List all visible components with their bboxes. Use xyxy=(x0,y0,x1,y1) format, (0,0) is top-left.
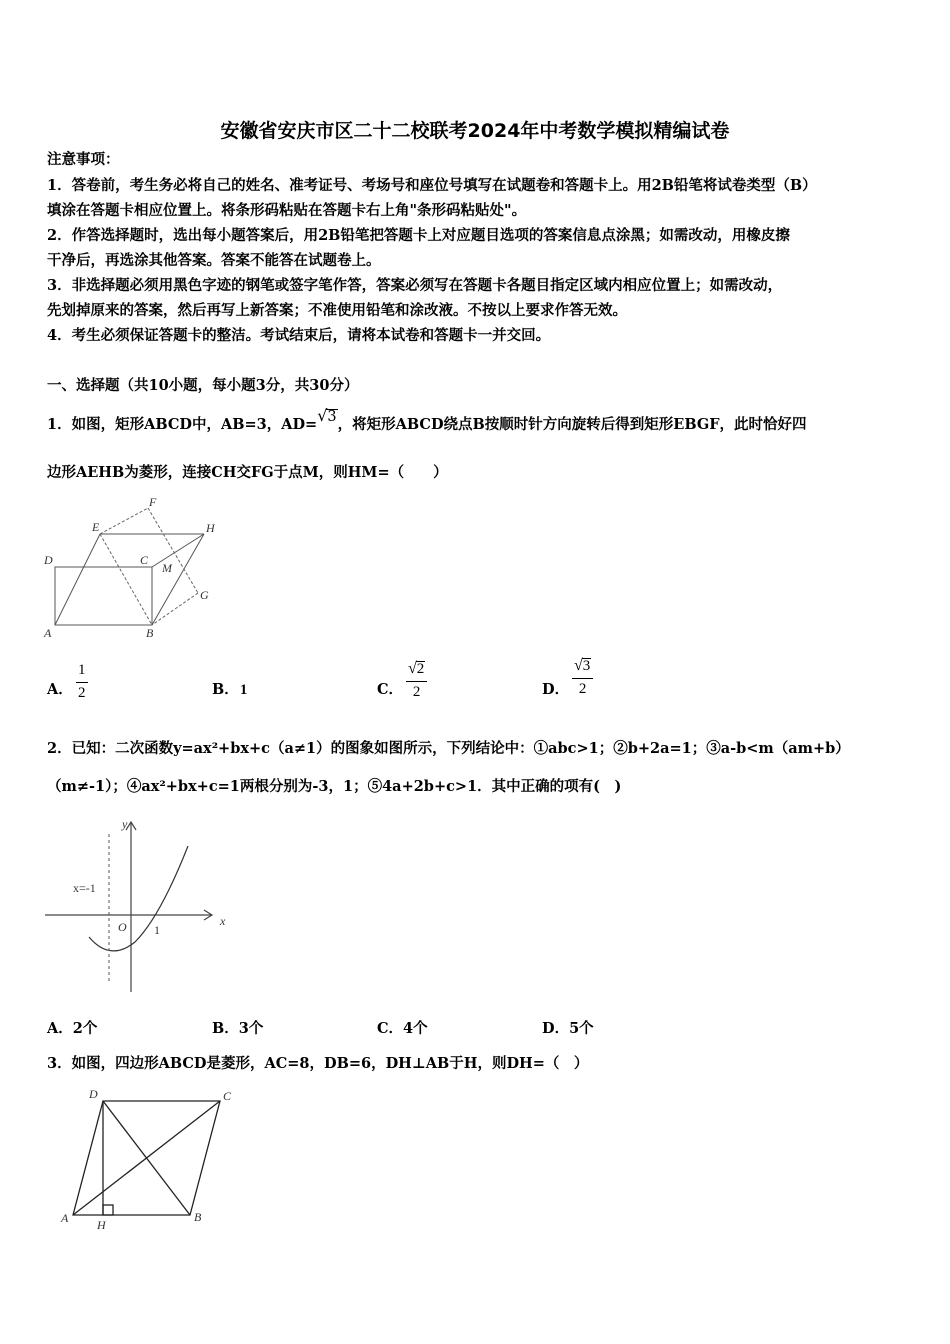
q1-label-f: F xyxy=(149,495,157,509)
q2-figure xyxy=(40,812,240,998)
q2-option-c: C．4个 xyxy=(377,1020,428,1037)
notice-line-4: 干净后，再选涂其他答案。答案不能答在试题卷上。 xyxy=(47,252,381,269)
q2-label-origin: O xyxy=(118,920,127,934)
q1-option-d-fraction xyxy=(572,658,593,697)
q1-option-d-label: D． xyxy=(542,681,570,698)
q2-option-b: B．3个 xyxy=(212,1020,264,1037)
q2-option-d: D．5个 xyxy=(542,1020,594,1037)
q1-label-h: H xyxy=(206,521,215,535)
q1-line-2: 边形AEHB为菱形，连接CH交FG于点M，则HM=（ ） xyxy=(47,464,448,481)
q1-figure xyxy=(40,492,230,642)
notice-line-6: 先划掉原来的答案，然后再写上新答案；不准使用铅笔和涂改液。不按以上要求作答无效。 xyxy=(47,302,627,319)
notice-heading: 注意事项： xyxy=(47,151,120,168)
q1-option-c-radicand: 2 xyxy=(416,661,425,677)
q1-option-a-den: 2 xyxy=(78,685,86,701)
q1-option-b-value: 1 xyxy=(240,682,248,698)
q2-label-axis: x=-1 xyxy=(73,881,96,895)
q2-option-a: A．2个 xyxy=(47,1020,98,1037)
q1-label-b: B xyxy=(146,626,154,640)
q2-label-one: 1 xyxy=(154,923,160,937)
q3-line-1: 3．如图，四边形ABCD是菱形，AC=8，DB=6，DH⊥AB于H，则DH=（ ） xyxy=(47,1055,589,1072)
fraction-bar xyxy=(76,682,88,683)
q1-option-a-fraction xyxy=(76,663,88,701)
section-heading: 一、选择题（共10小题，每小题3分，共30分） xyxy=(47,377,359,394)
q1-label-a: A xyxy=(44,626,52,640)
notice-line-1: 1．答卷前，考生务必将自己的姓名、准考证号、考场号和座位号填写在试题卷和答题卡上。用2B铅笔将试卷类型（B） xyxy=(47,177,817,194)
q1-line-1-start: 1．如图，矩形ABCD中，AB=3，AD= xyxy=(47,416,318,433)
q3-figure xyxy=(55,1083,255,1233)
q3-label-h: H xyxy=(97,1218,106,1232)
q2-line-2: （m≠-1）；④ax²+bx+c=1两根分别为-3，1；⑤4a+2b+c>1．其中正确的项有( ) xyxy=(47,778,622,795)
q1-label-e: E xyxy=(92,520,100,534)
q1-option-c-den: 2 xyxy=(412,684,421,700)
notice-line-3: 2．作答选择题时，选出每小题答案后，用2B铅笔把答题卡上对应题目选项的答案信息点涂黑；如需改动，用橡皮擦 xyxy=(47,227,790,244)
q1-label-g: G xyxy=(200,588,209,602)
q1-option-a-label: A． xyxy=(47,681,73,698)
q1-option-d-num: √3 xyxy=(574,657,591,674)
q1-option-c-label: C． xyxy=(377,681,404,698)
q2-label-x: x xyxy=(220,914,226,928)
notice-line-5: 3．非选择题必须用黑色字迹的钢笔或签字笔作答，答案必须写在答题卡各题目指定区域内相应位置上；如需改动， xyxy=(47,277,783,294)
fraction-bar xyxy=(572,678,593,679)
q1-radicand: 3 xyxy=(327,409,337,425)
q1-label-d: D xyxy=(44,553,53,567)
q1-option-a-num: 1 xyxy=(78,662,86,678)
q1-option-c-num: √2 xyxy=(408,660,425,677)
q2-label-y: y xyxy=(122,817,128,831)
q3-label-c: C xyxy=(223,1089,232,1103)
q3-label-d: D xyxy=(89,1087,98,1101)
fraction-bar xyxy=(406,681,427,682)
notice-line-2: 填涂在答题卡相应位置上。将条形码粘贴在答题卡右上角"条形码粘贴处"。 xyxy=(47,202,527,219)
q1-option-b-label: B． xyxy=(212,681,239,698)
q3-label-a: A xyxy=(61,1211,69,1225)
q1-sqrt3: √3 xyxy=(317,406,337,425)
q1-line-1-end: ，将矩形ABCD绕点B按顺时针方向旋转后得到矩形EBGF，此时恰好四 xyxy=(337,416,807,433)
page-title: 安徽省安庆市区二十二校联考2024年中考数学模拟精编试卷 xyxy=(220,120,730,142)
q1-option-c-fraction xyxy=(406,661,427,700)
q1-label-c: C xyxy=(140,553,149,567)
q1-option-d-radicand: 3 xyxy=(582,658,591,674)
q1-line-1 xyxy=(47,406,807,433)
q3-label-b: B xyxy=(194,1210,202,1224)
q2-line-1: 2．已知：二次函数y=ax²+bx+c（a≠1）的图象如图所示，下列结论中：①abc>1；②b+2a=1；③a-b<m（am+b） xyxy=(47,740,850,757)
q1-option-d-den: 2 xyxy=(578,681,587,697)
q1-label-m: M xyxy=(162,561,172,575)
notice-line-7: 4．考生必须保证答题卡的整洁。考试结束后，请将本试卷和答题卡一并交回。 xyxy=(47,327,551,344)
